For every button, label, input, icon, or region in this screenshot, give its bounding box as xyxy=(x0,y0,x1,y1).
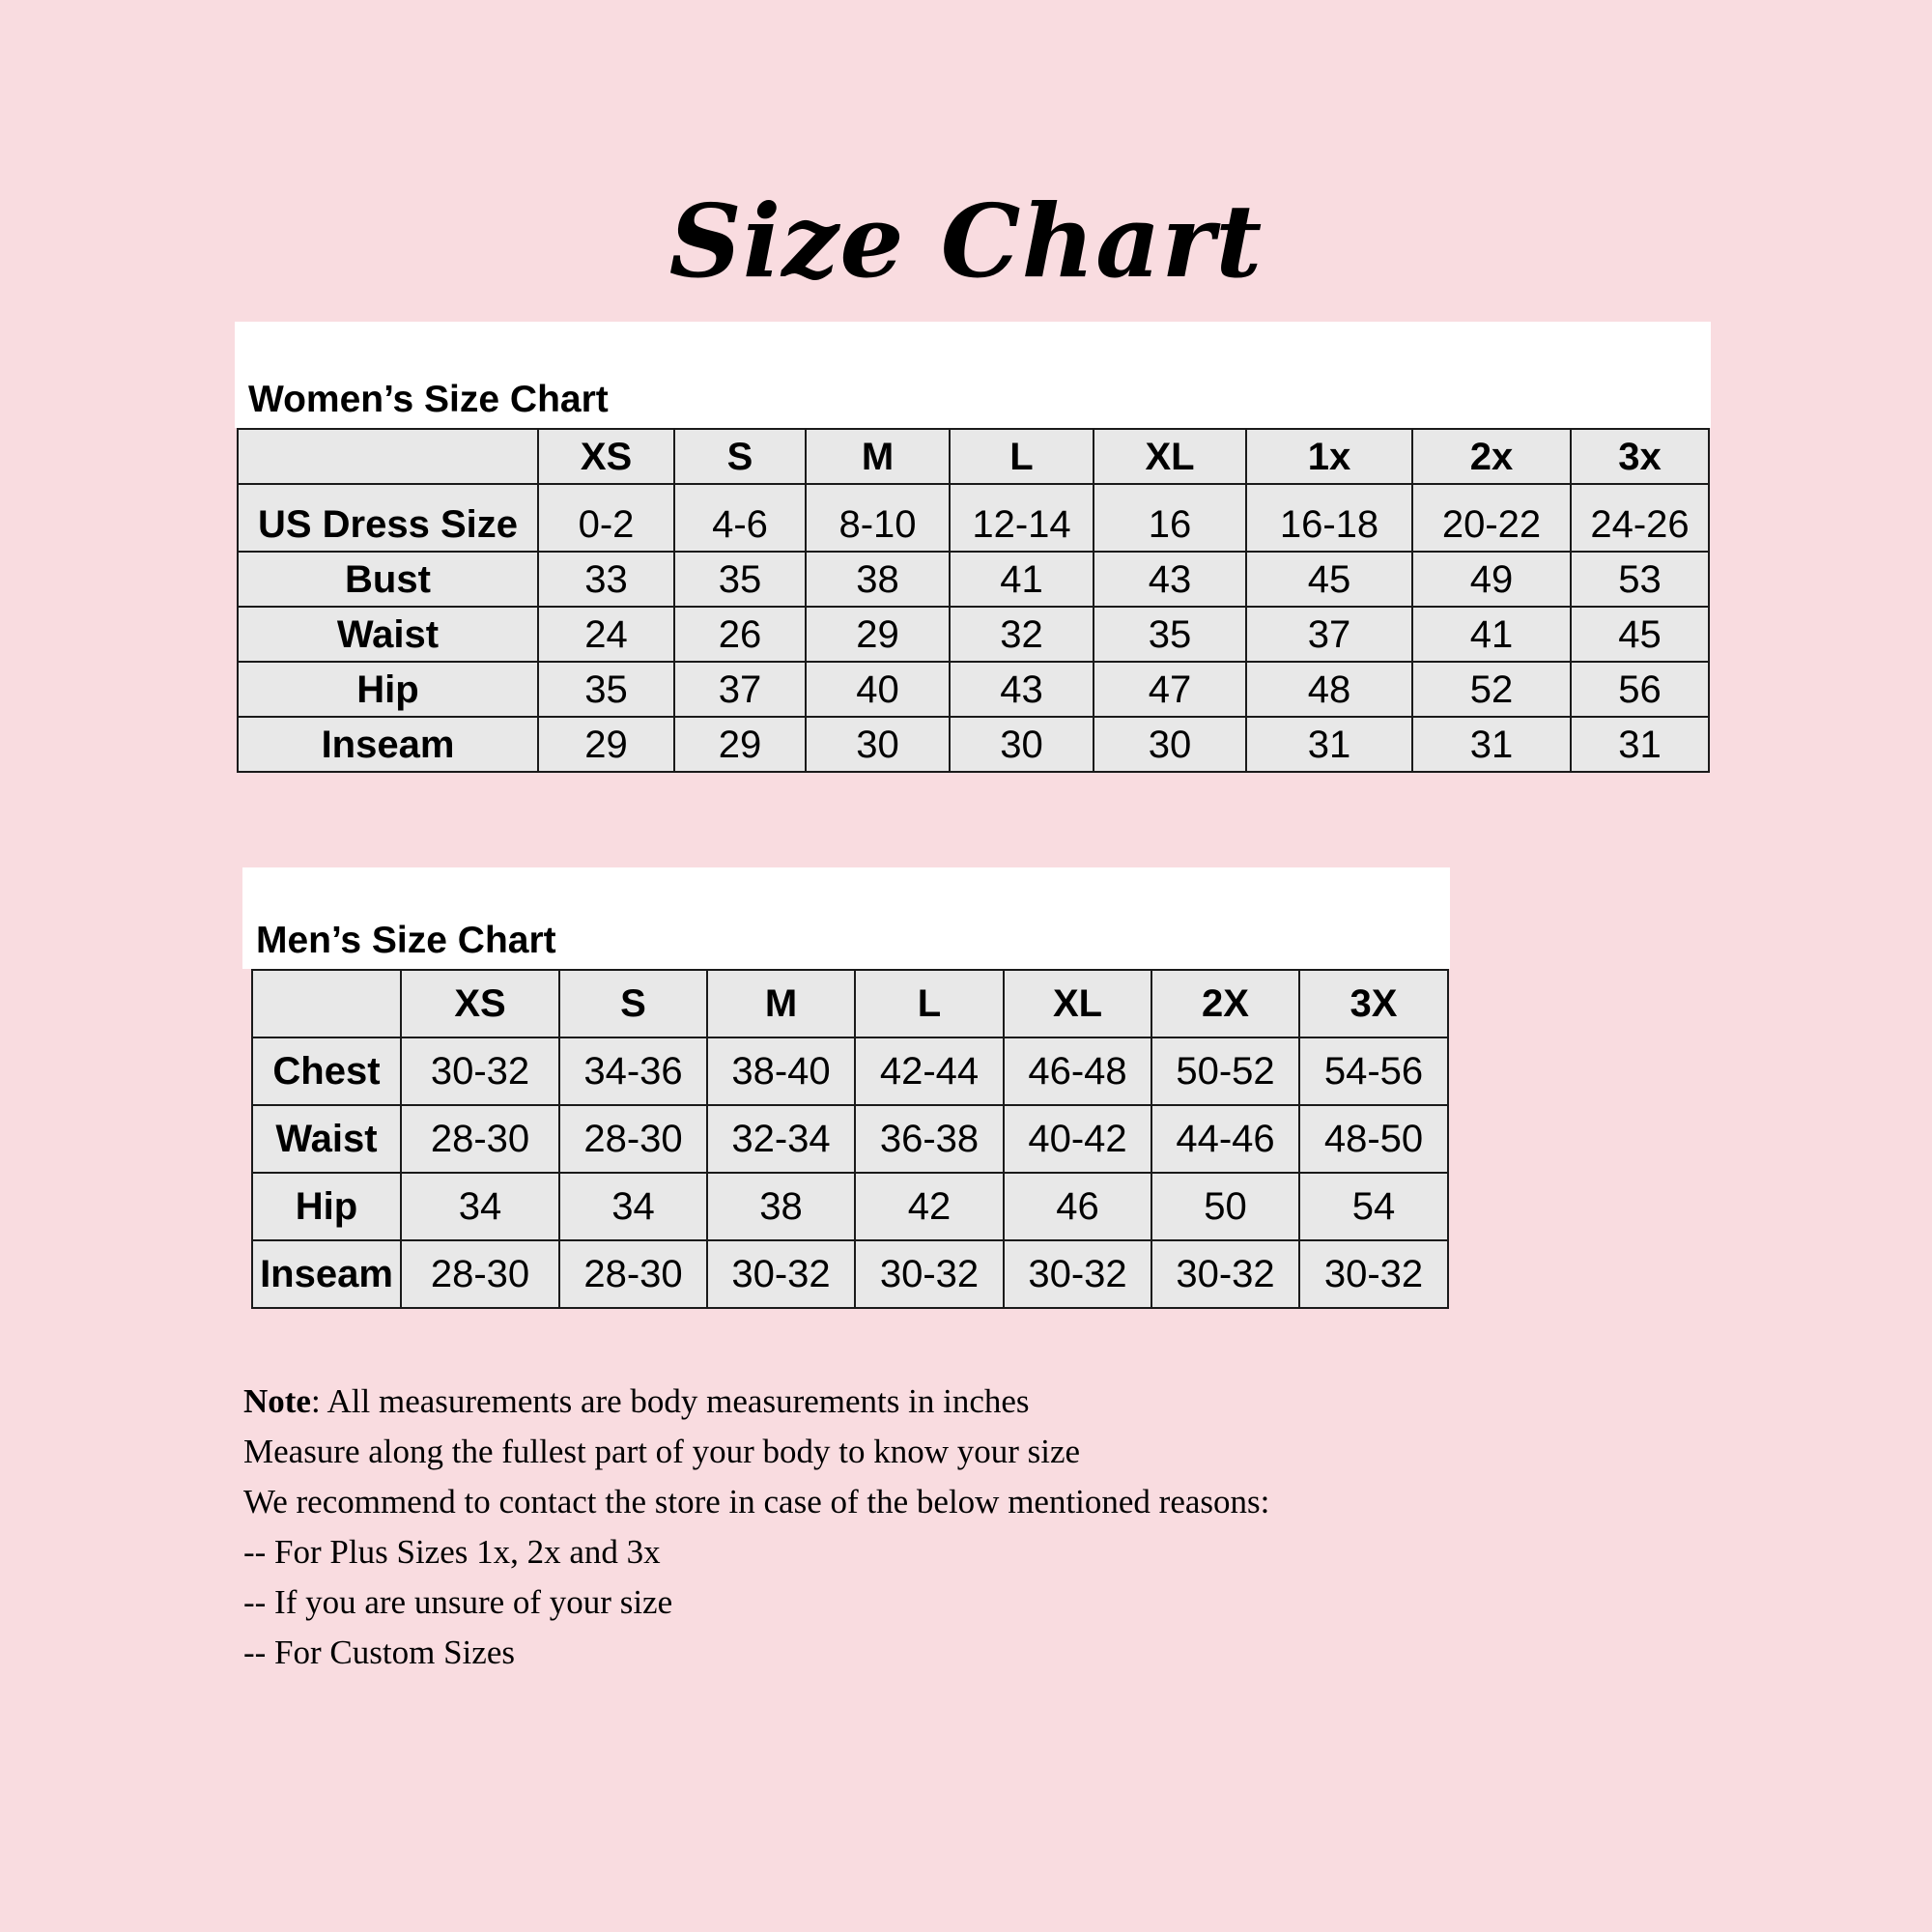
note-line: -- For Plus Sizes 1x, 2x and 3x xyxy=(243,1533,661,1571)
table-cell: 37 xyxy=(1246,607,1412,662)
table-row xyxy=(238,484,1709,552)
note-line: -- For Custom Sizes xyxy=(243,1634,515,1671)
column-header: L xyxy=(950,429,1094,484)
note-line: -- If you are unsure of your size xyxy=(243,1583,673,1621)
table-row xyxy=(238,717,1709,772)
table-row xyxy=(252,1037,1448,1105)
column-header xyxy=(252,970,401,1037)
table-cell: 20-22 xyxy=(1412,484,1571,552)
column-header: M xyxy=(707,970,855,1037)
table-cell: 30-32 xyxy=(1004,1240,1151,1308)
column-header: 3x xyxy=(1571,429,1709,484)
row-label: Inseam xyxy=(238,717,538,772)
table-cell: 28-30 xyxy=(559,1105,707,1173)
table-cell: 30-32 xyxy=(855,1240,1004,1308)
note-line xyxy=(243,1377,1269,1427)
table-row xyxy=(238,607,1709,662)
note-line: We recommend to contact the store in case of the below mentioned reasons: xyxy=(243,1483,1270,1520)
table-header-row xyxy=(252,970,1448,1037)
men-chart-header xyxy=(242,867,1450,969)
table-cell: 40-42 xyxy=(1004,1105,1151,1173)
table-cell: 12-14 xyxy=(950,484,1094,552)
table-cell: 48-50 xyxy=(1299,1105,1448,1173)
table-cell: 30-32 xyxy=(707,1240,855,1308)
row-label: Waist xyxy=(252,1105,401,1173)
table-row xyxy=(252,1240,1448,1308)
table-cell: 46 xyxy=(1004,1173,1151,1240)
table-cell: 29 xyxy=(674,717,806,772)
table-cell: 28-30 xyxy=(559,1240,707,1308)
row-label: US Dress Size xyxy=(238,484,538,552)
table-cell: 36-38 xyxy=(855,1105,1004,1173)
men-chart-heading: Men’s Size Chart xyxy=(256,920,556,961)
table-cell: 0-2 xyxy=(538,484,674,552)
table-cell: 28-30 xyxy=(401,1240,559,1308)
table-cell: 33 xyxy=(538,552,674,607)
table-cell: 43 xyxy=(950,662,1094,717)
table-cell: 30 xyxy=(806,717,950,772)
table-cell: 45 xyxy=(1246,552,1412,607)
table-cell: 30 xyxy=(1094,717,1246,772)
table-cell: 28-30 xyxy=(401,1105,559,1173)
table-cell: 50-52 xyxy=(1151,1037,1299,1105)
table-cell: 30-32 xyxy=(1151,1240,1299,1308)
women-size-table xyxy=(237,428,1710,773)
table-cell: 32-34 xyxy=(707,1105,855,1173)
men-size-chart xyxy=(242,867,1450,1309)
table-cell: 37 xyxy=(674,662,806,717)
table-cell: 30-32 xyxy=(401,1037,559,1105)
table-cell: 54 xyxy=(1299,1173,1448,1240)
table-cell: 30-32 xyxy=(1299,1240,1448,1308)
table-cell: 30 xyxy=(950,717,1094,772)
women-chart-header xyxy=(235,322,1711,428)
column-header xyxy=(238,429,538,484)
table-cell: 56 xyxy=(1571,662,1709,717)
column-header: 3X xyxy=(1299,970,1448,1037)
table-cell: 54-56 xyxy=(1299,1037,1448,1105)
table-cell: 34 xyxy=(401,1173,559,1240)
table-cell: 31 xyxy=(1246,717,1412,772)
table-cell: 34 xyxy=(559,1173,707,1240)
note-line: Measure along the fullest part of your body to know your size xyxy=(243,1433,1081,1470)
table-cell: 35 xyxy=(674,552,806,607)
table-row xyxy=(238,552,1709,607)
table-cell: 4-6 xyxy=(674,484,806,552)
row-label: Inseam xyxy=(252,1240,401,1308)
table-cell: 24-26 xyxy=(1571,484,1709,552)
note-label: Note xyxy=(243,1382,311,1420)
table-cell: 43 xyxy=(1094,552,1246,607)
table-cell: 38-40 xyxy=(707,1037,855,1105)
notes-section xyxy=(243,1377,1269,1678)
table-cell: 16 xyxy=(1094,484,1246,552)
table-cell: 40 xyxy=(806,662,950,717)
table-cell: 44-46 xyxy=(1151,1105,1299,1173)
row-label: Hip xyxy=(252,1173,401,1240)
table-cell: 52 xyxy=(1412,662,1571,717)
row-label: Waist xyxy=(238,607,538,662)
table-cell: 24 xyxy=(538,607,674,662)
table-cell: 16-18 xyxy=(1246,484,1412,552)
note-text: : All measurements are body measurements in inches xyxy=(310,1382,1030,1420)
table-cell: 53 xyxy=(1571,552,1709,607)
row-label: Hip xyxy=(238,662,538,717)
women-chart-heading: Women’s Size Chart xyxy=(248,379,609,420)
table-cell: 41 xyxy=(950,552,1094,607)
column-header: 2X xyxy=(1151,970,1299,1037)
table-cell: 35 xyxy=(1094,607,1246,662)
table-cell: 50 xyxy=(1151,1173,1299,1240)
table-row xyxy=(238,662,1709,717)
table-cell: 8-10 xyxy=(806,484,950,552)
table-header-row xyxy=(238,429,1709,484)
table-cell: 34-36 xyxy=(559,1037,707,1105)
page-title: Size Chart xyxy=(668,182,1264,300)
table-cell: 42 xyxy=(855,1173,1004,1240)
table-row xyxy=(252,1173,1448,1240)
column-header: XL xyxy=(1004,970,1151,1037)
column-header: S xyxy=(559,970,707,1037)
women-size-chart xyxy=(235,322,1711,773)
column-header: L xyxy=(855,970,1004,1037)
table-cell: 35 xyxy=(538,662,674,717)
table-cell: 47 xyxy=(1094,662,1246,717)
table-cell: 45 xyxy=(1571,607,1709,662)
men-size-table xyxy=(251,969,1449,1309)
column-header: 1x xyxy=(1246,429,1412,484)
table-row xyxy=(252,1105,1448,1173)
table-cell: 38 xyxy=(707,1173,855,1240)
table-cell: 48 xyxy=(1246,662,1412,717)
column-header: XL xyxy=(1094,429,1246,484)
table-cell: 32 xyxy=(950,607,1094,662)
table-cell: 49 xyxy=(1412,552,1571,607)
column-header: S xyxy=(674,429,806,484)
table-cell: 26 xyxy=(674,607,806,662)
table-cell: 46-48 xyxy=(1004,1037,1151,1105)
table-cell: 41 xyxy=(1412,607,1571,662)
column-header: XS xyxy=(538,429,674,484)
column-header: 2x xyxy=(1412,429,1571,484)
table-cell: 42-44 xyxy=(855,1037,1004,1105)
table-cell: 31 xyxy=(1571,717,1709,772)
column-header: XS xyxy=(401,970,559,1037)
column-header: M xyxy=(806,429,950,484)
table-cell: 31 xyxy=(1412,717,1571,772)
table-cell: 29 xyxy=(806,607,950,662)
table-cell: 38 xyxy=(806,552,950,607)
row-label: Bust xyxy=(238,552,538,607)
table-cell: 29 xyxy=(538,717,674,772)
row-label: Chest xyxy=(252,1037,401,1105)
